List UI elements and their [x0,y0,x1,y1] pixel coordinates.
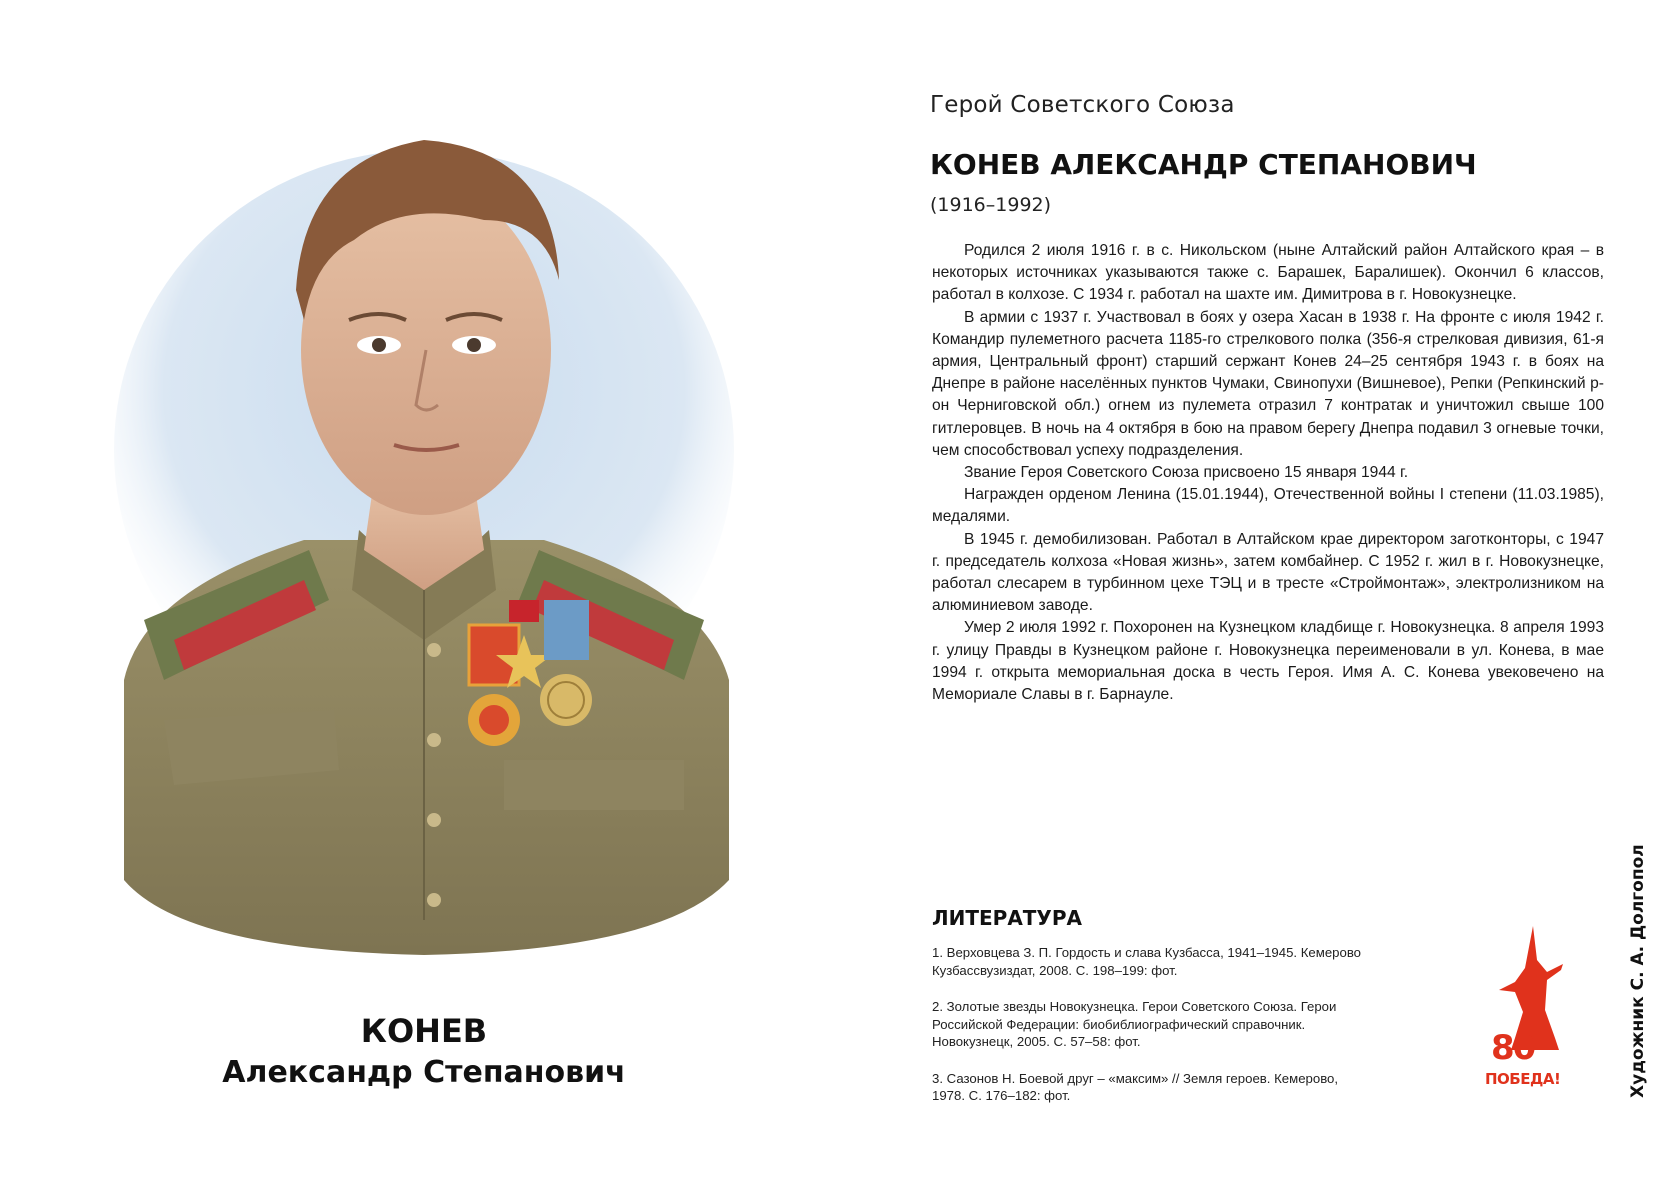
literature-item: 1. Верховцева З. П. Гордость и слава Кузбасса, 1941–1945. Кемерово Кузбассвузиздат, 2008. С. 198–199: фот. [932,945,1362,978]
life-years: (1916–1992) [930,194,1052,216]
artist-credit: Художник С. А. Долгопол [1628,844,1648,1098]
caption-given-names: Александр Степанович [222,1055,626,1090]
caption-surname: КОНЕВ [360,1012,488,1050]
bio-paragraph: Умер 2 июля 1992 г. Похоронен на Кузнецком кладбище г. Новокузнецка. 8 апреля 1993 г. улицу Правды в Кузнецком районе г. Новокузнецка переименовали в ул. Конева, в мае 1994 г. открыта мемориальная доска в честь Героя. Имя А. С. Конева увековечено на Мемориале Славы в г. Барнауле. [932,619,1604,704]
victory-80-logo [1485,920,1567,1110]
page-subtitle: Герой Советского Союза [930,92,1235,118]
bio-paragraph: В армии с 1937 г. Участвовал в боях у озера Хасан в 1938 г. На фронте с июля 1942 г. Командир пулеметного расчета 1185-го стрелкового полка (356-я стрелковая дивизия, 61-я армия, Центральный фронт) старший сержант Конев 24–25 сентября 1943 г. в боях на Днепре в районе населённых пунктов Чумаки, Свинопухи (Вишневое), Репки (Репкинский р-он Черниговской обл.) огнем из пулемета отразил 7 контратак и уничтожил свыше 100 гитлеровцев. В ночь на 4 октября в бою на правом берегу Днепра подавил 3 огневые точки, чем способствовал успеху подразделения. [932,308,1604,459]
portrait-caption [104,1010,744,1094]
literature-item: 3. Сазонов Н. Боевой друг – «максим» // Земля героев. Кемерово, 1978. С. 176–182: фот. [932,1070,1339,1103]
logo-year: 80 [1491,1028,1535,1068]
right-page [840,0,1680,1188]
soldier-portrait-illustration [104,120,744,980]
literature-heading: ЛИТЕРАТУРА [932,906,1082,930]
logo-word: ПОБЕДА! [1485,1070,1561,1088]
biography [932,240,1604,706]
bio-paragraph: Звание Героя Советского Союза присвоено 15 января 1944 г. [964,464,1409,482]
bio-paragraph: Родился 2 июля 1916 г. в с. Никольском (ныне Алтайский район Алтайского края – в некоторых источниках указываются также с. Барашек, Баралишек). Окончил 6 классов, работал в колхозе. С 1934 г. работал на шахте им. Димитрова в г. Новокузнецке. [932,242,1604,304]
bio-paragraph: В 1945 г. демобилизован. Работал в Алтайском крае директором заготконторы, с 1947 г. председатель колхоза «Новая жизнь», затем комбайнер. С 1952 г. жил в г. Новокузнецке, работал слесарем в турбинном цехе ТЭЦ и в тресте «Строймонтаж», электролизником на алюминиевом заводе. [932,530,1604,615]
page-title: КОНЕВ АЛЕКСАНДР СТЕПАНОВИЧ [930,148,1477,181]
bio-paragraph: Награжден орденом Ленина (15.01.1944), Отечественной войны I степени (11.03.1985), медалями. [932,486,1604,526]
literature-item: 2. Золотые звезды Новокузнецка. Герои Советского Союза. Герои Российской Федерации: биобиблиографический справочник. Новокузнецк, 2005. С. 57–58: фот. [932,999,1337,1049]
literature-list [932,944,1362,1124]
